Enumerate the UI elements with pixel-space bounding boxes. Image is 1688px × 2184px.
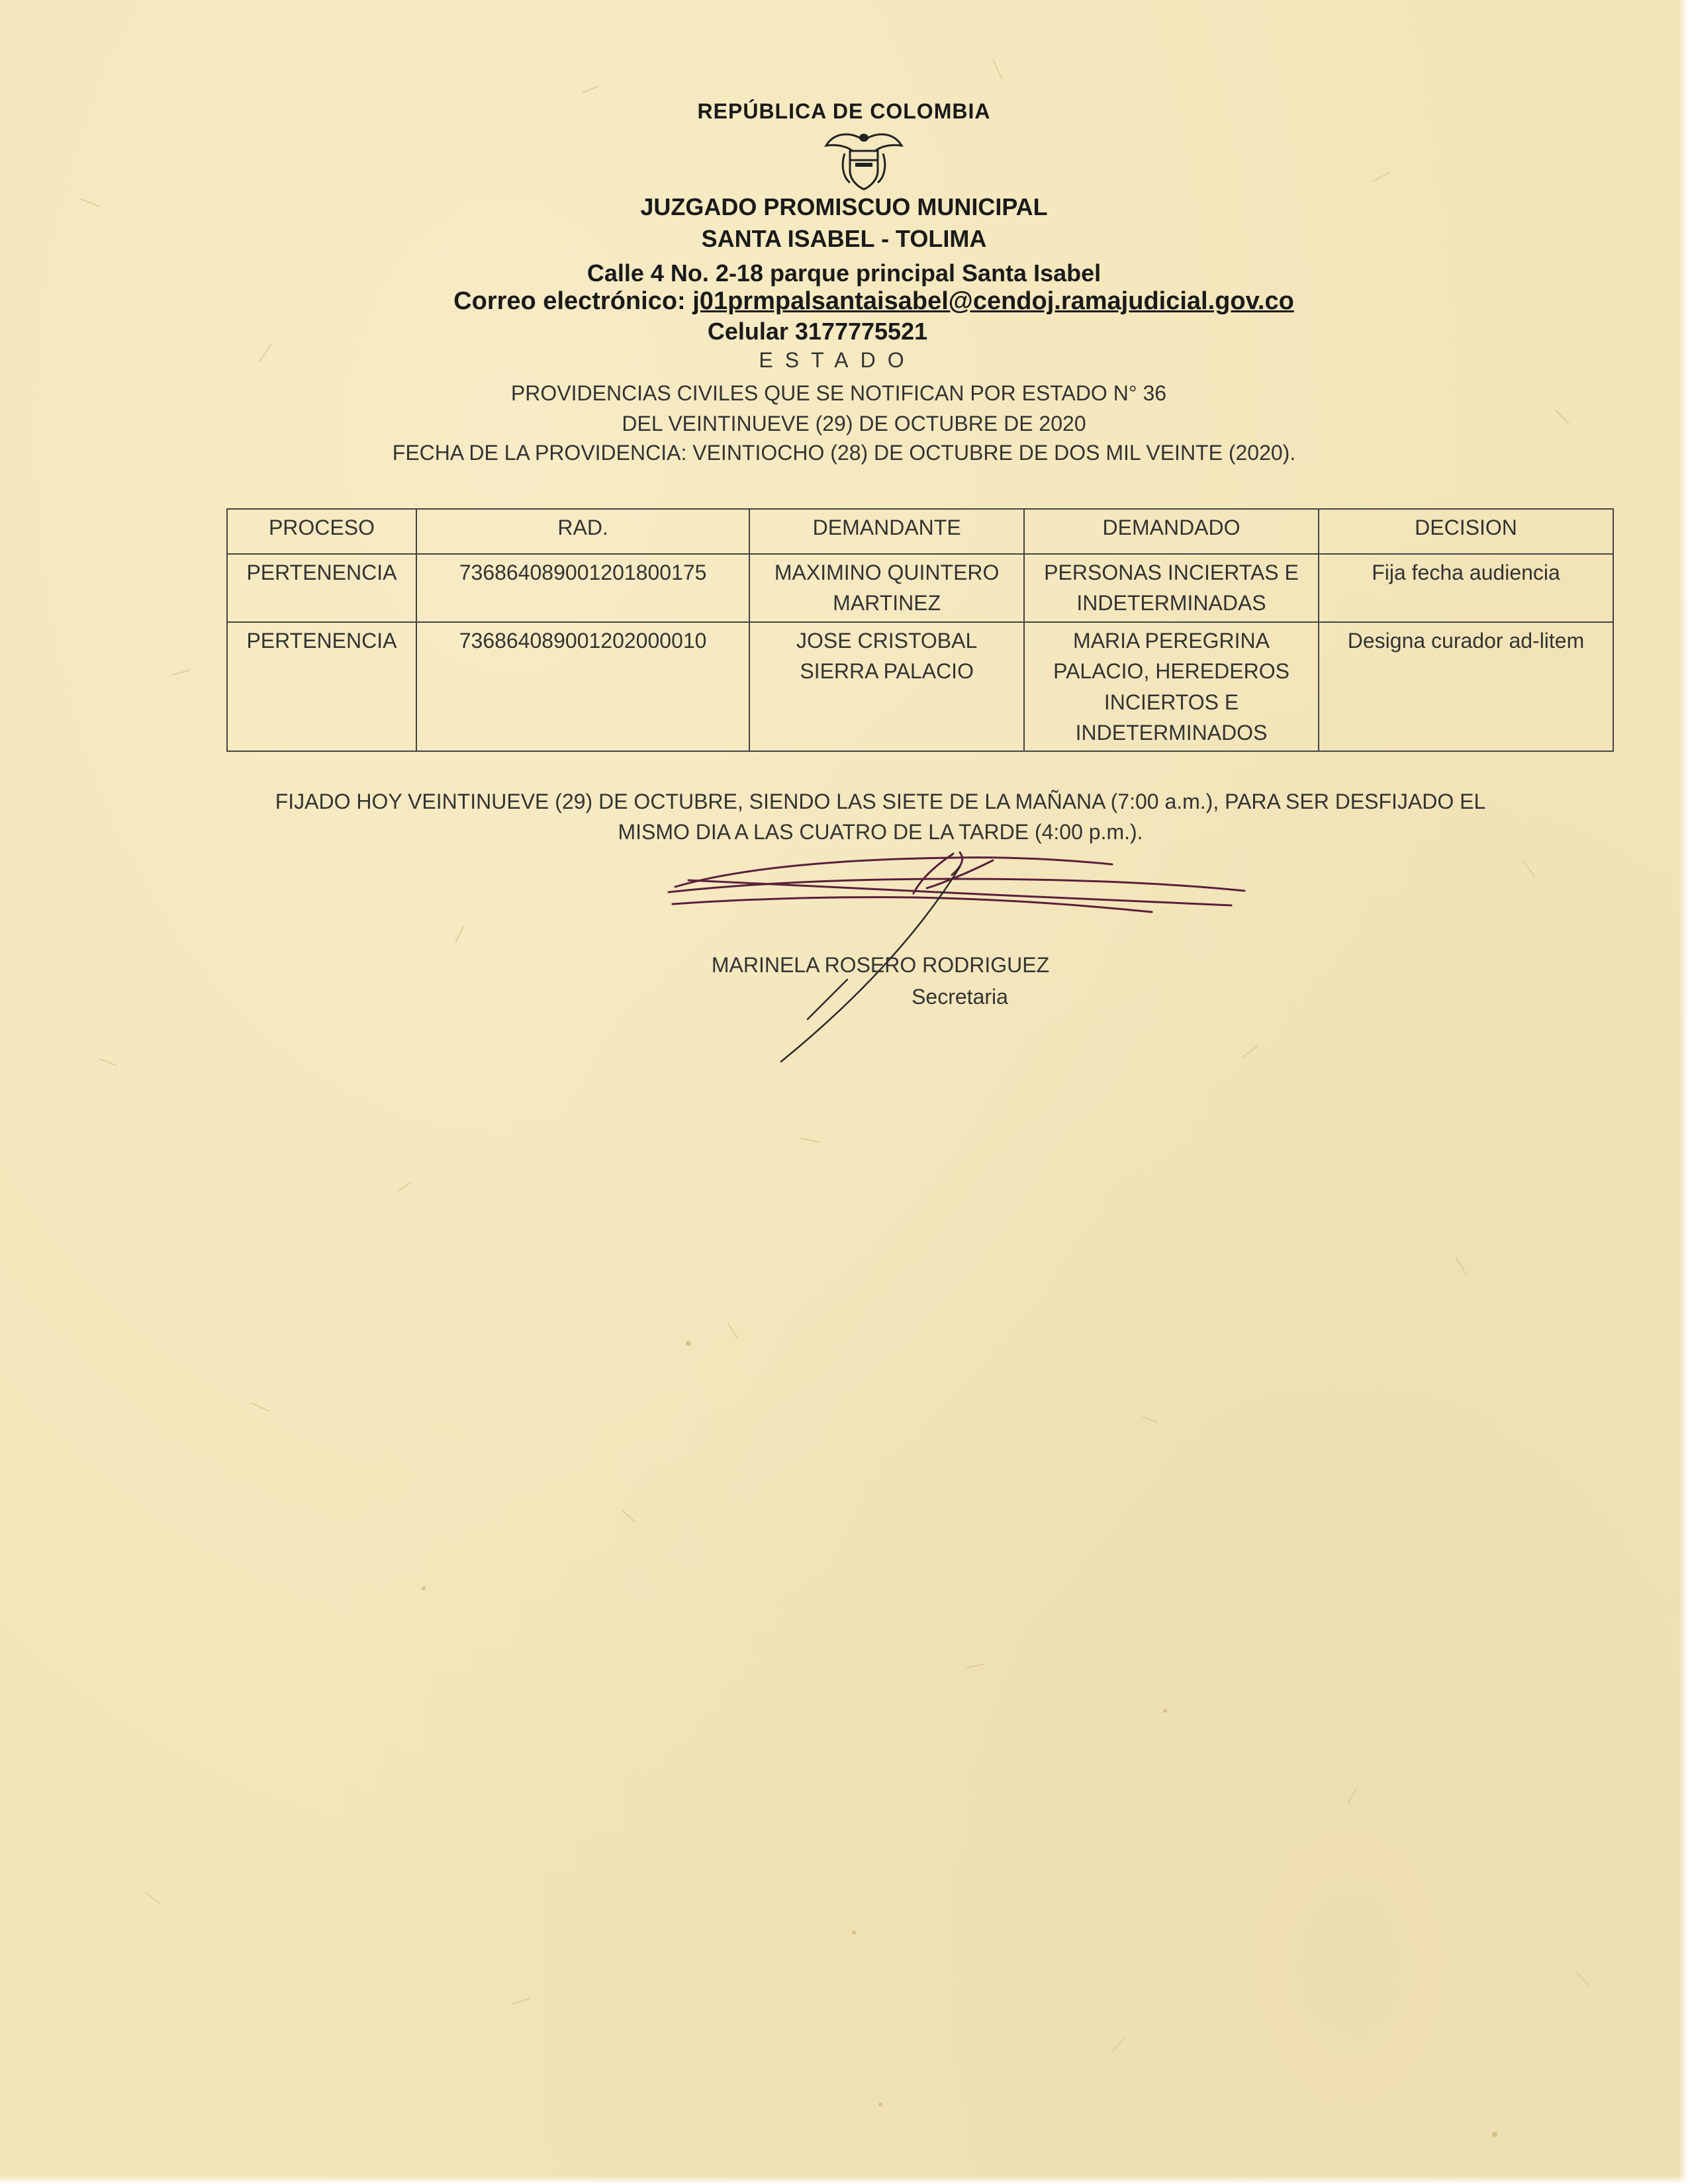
court-address: Calle 4 No. 2-18 parque principal Santa Isabel — [586, 259, 1102, 287]
decisions-table — [226, 508, 1614, 752]
column-header-demandante: DEMANDANTE — [749, 509, 1024, 554]
court-city: SANTA ISABEL - TOLIMA — [701, 225, 987, 252]
table-row — [227, 622, 1613, 752]
cell-proceso: PERTENENCIA — [227, 622, 416, 752]
signatory-name: MARINELA ROSERO RODRIGUEZ — [711, 953, 1050, 977]
cell-demandante: JOSE CRISTOBAL SIERRA PALACIO — [749, 622, 1024, 752]
notice-date: DEL VEINTINUEVE (29) DE OCTUBRE DE 2020 — [622, 412, 1086, 435]
cell-rad: 73686408900120180​0175 — [416, 554, 749, 622]
column-header-decision: DECISION — [1319, 509, 1613, 554]
phone-line: Celular 3177775521 — [707, 318, 928, 345]
coat-of-arms-icon — [821, 126, 907, 192]
column-header-demandado: DEMANDADO — [1024, 509, 1319, 554]
posting-line-2: MISMO DIA A LAS CUATRO DE LA TARDE (4:00 p.m.). — [618, 820, 1143, 844]
cell-demandante: MAXIMINO QUINTERO MARTINEZ — [749, 554, 1024, 622]
cell-demandado: MARIA PEREGRINA PALACIO, HEREDEROS INCIERTOS E INDETERMINADOS — [1024, 622, 1319, 752]
cell-proceso: PERTENENCIA — [227, 554, 416, 622]
email-link[interactable]: j01prmpalsantaisabel@cendoj.ramajudicial.gov.co — [692, 287, 1294, 315]
column-header-rad: RAD. — [416, 509, 749, 554]
cell-demandado: PERSONAS INCIERTAS E INDETERMINADAS — [1024, 554, 1319, 622]
scan-edge-right — [1679, 0, 1688, 2184]
cell-decision: Designa curador ad-litem — [1319, 622, 1613, 752]
court-name: JUZGADO PROMISCUO MUNICIPAL — [640, 193, 1048, 220]
email-line — [30, 287, 1688, 316]
column-header-proceso: PROCESO — [227, 509, 416, 554]
table-row — [227, 554, 1613, 622]
notice-title: PROVIDENCIAS CIVILES QUE SE NOTIFICAN POR ESTADO N° 36 — [510, 381, 1167, 405]
scan-edge-bottom — [0, 2176, 1688, 2184]
cell-rad: 73686408900120200​0010 — [416, 622, 749, 752]
table-header-row — [227, 509, 1613, 554]
estado-title: ESTADO — [759, 348, 916, 372]
posting-line-1: FIJADO HOY VEINTINUEVE (29) DE OCTUBRE, SIENDO LAS SIETE DE LA MAÑANA (7:00 a.m.), PARA SER DESFIJADO EL — [275, 790, 1486, 813]
email-label: Correo electrónico: — [453, 287, 693, 315]
cell-decision: Fija fecha audiencia — [1319, 554, 1613, 622]
country-heading: REPÚBLICA DE COLOMBIA — [697, 99, 991, 123]
providence-date: FECHA DE LA PROVIDENCIA: VEINTIOCHO (28) DE OCTUBRE DE DOS MIL VEINTE (2020). — [392, 441, 1296, 465]
posting-notice — [225, 786, 1536, 848]
signatory-role: Secretaria — [912, 985, 1008, 1009]
